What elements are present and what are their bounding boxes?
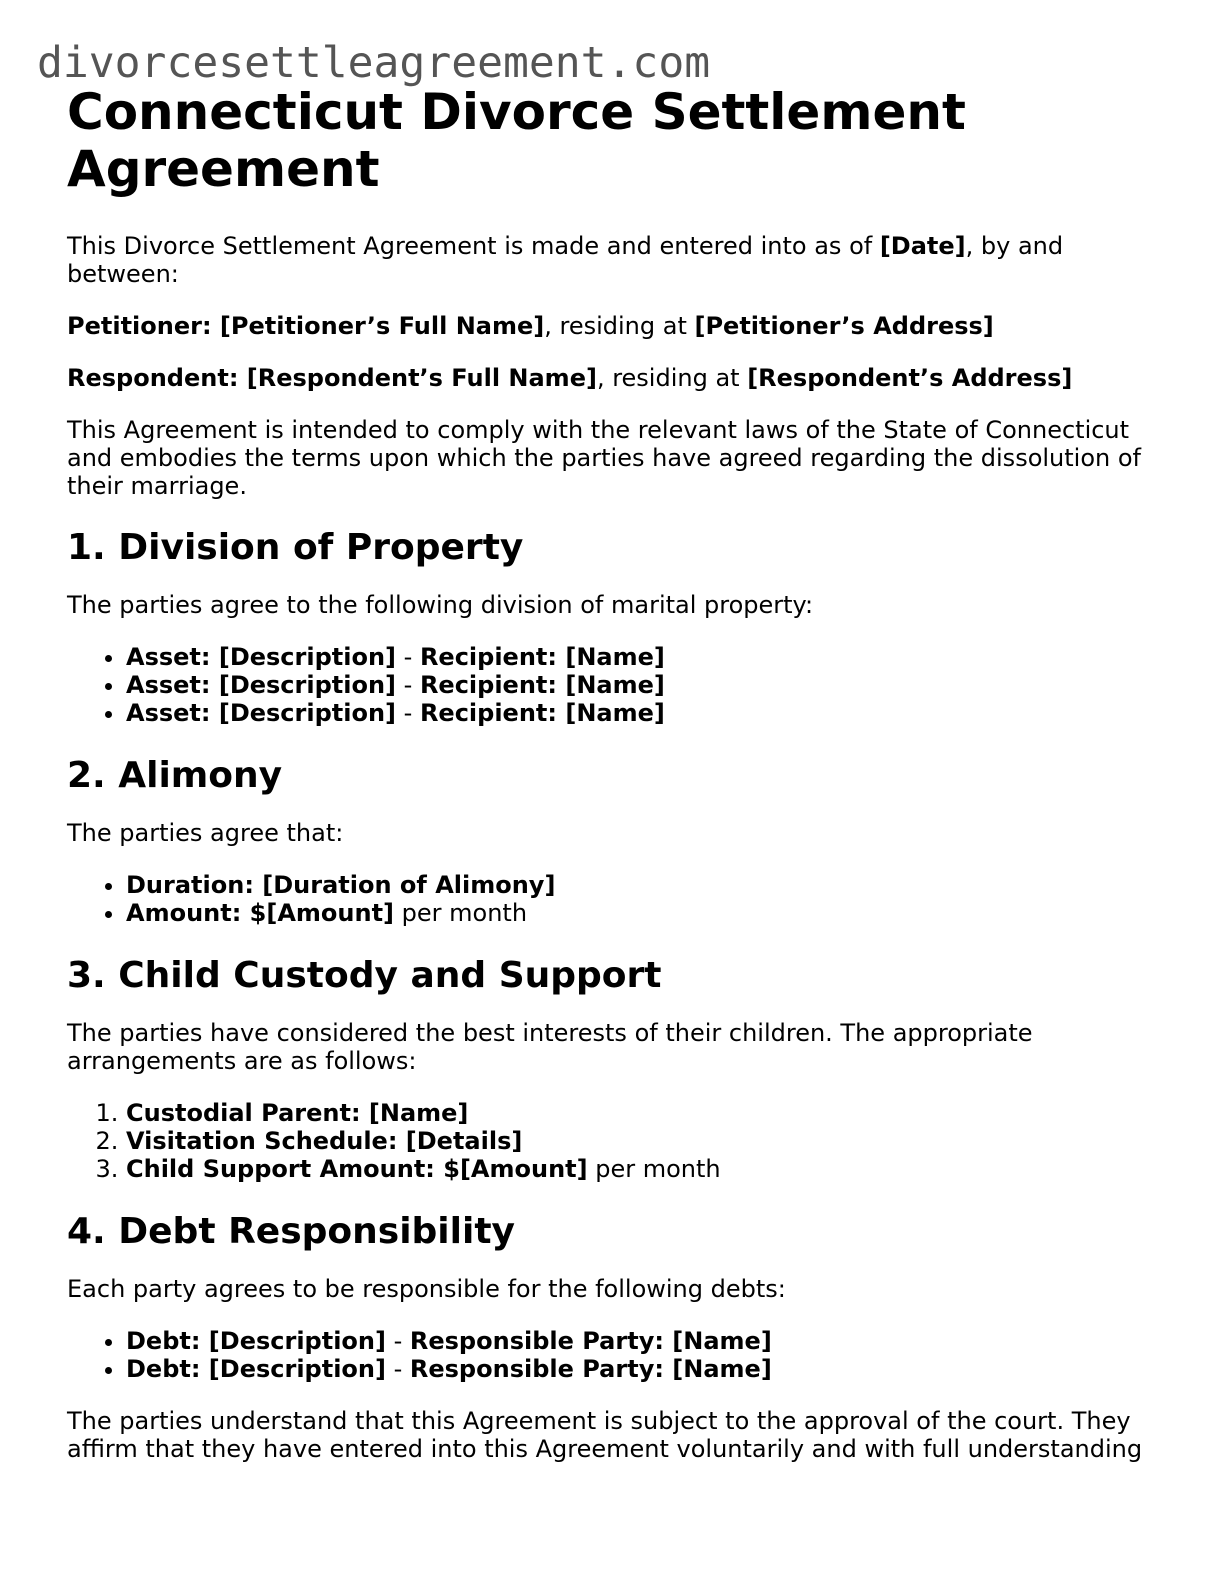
debt-label: Debt: [Description] bbox=[126, 1327, 386, 1355]
responsible-party: Responsible Party: [Name] bbox=[409, 1355, 772, 1383]
list-item bbox=[126, 899, 1147, 927]
alimony-duration: Duration: [Duration of Alimony] bbox=[126, 871, 556, 899]
asset-label: Asset: [Description] bbox=[126, 671, 397, 699]
visitation-schedule: Visitation Schedule: [Details] bbox=[126, 1127, 523, 1155]
list-item bbox=[126, 1327, 1147, 1355]
custodial-parent: Custodial Parent: [Name] bbox=[126, 1099, 469, 1127]
petitioner-residing: , residing at bbox=[544, 312, 695, 340]
separator: - bbox=[396, 671, 420, 699]
respondent-name: Respondent: [Respondent’s Full Name] bbox=[67, 364, 597, 392]
custody-list bbox=[67, 1099, 1147, 1183]
alimony-amount: Amount: $[Amount] bbox=[126, 899, 395, 927]
list-item bbox=[126, 1155, 1147, 1183]
child-support-amount: Child Support Amount: $[Amount] bbox=[126, 1155, 588, 1183]
alimony-list bbox=[67, 871, 1147, 927]
document-body bbox=[67, 84, 1147, 1463]
list-item bbox=[126, 643, 1147, 671]
recipient-label: Recipient: [Name] bbox=[419, 671, 665, 699]
separator: - bbox=[385, 1327, 410, 1355]
responsible-party: Responsible Party: [Name] bbox=[409, 1327, 772, 1355]
date-placeholder: [Date] bbox=[879, 232, 966, 260]
petitioner-name: Petitioner: [Petitioner’s Full Name] bbox=[67, 312, 545, 340]
section-heading-property: 1. Division of Property bbox=[67, 527, 524, 568]
alimony-amount-suffix: per month bbox=[394, 899, 528, 927]
asset-label: Asset: [Description] bbox=[126, 699, 397, 727]
intro-paragraph bbox=[67, 232, 1147, 288]
respondent-line bbox=[67, 364, 1147, 392]
section-heading-alimony: 2. Alimony bbox=[67, 755, 283, 796]
alimony-intro: The parties agree that: bbox=[67, 819, 344, 847]
property-intro: The parties agree to the following division of marital property: bbox=[67, 591, 814, 619]
list-item bbox=[126, 671, 1147, 699]
list-item bbox=[126, 871, 1147, 899]
separator: - bbox=[385, 1355, 410, 1383]
child-support-suffix: per month bbox=[587, 1155, 721, 1183]
list-item bbox=[126, 1099, 1147, 1127]
respondent-address: [Respondent’s Address] bbox=[747, 364, 1073, 392]
document-title: Connecticut Divorce Settlement Agreement bbox=[67, 83, 966, 198]
list-item bbox=[126, 1355, 1147, 1383]
respondent-residing: , residing at bbox=[596, 364, 748, 392]
purpose-paragraph: This Agreement is intended to comply with the relevant laws of the State of Connecticut and embodies the terms upon which the parties have agreed regarding the dissolution of their marriage. bbox=[67, 416, 1141, 500]
intro-suffix: , by and between: bbox=[67, 232, 1064, 288]
debt-list bbox=[67, 1327, 1147, 1383]
recipient-label: Recipient: [Name] bbox=[419, 699, 665, 727]
petitioner-line bbox=[67, 312, 1147, 340]
asset-label: Asset: [Description] bbox=[126, 643, 397, 671]
closing-paragraph: The parties understand that this Agreement is subject to the approval of the court. They affirm that they have entered into this Agreement voluntarily and with full understanding bbox=[67, 1407, 1143, 1463]
section-heading-debt: 4. Debt Responsibility bbox=[67, 1211, 515, 1252]
intro-prefix: This Divorce Settlement Agreement is made and entered into as of bbox=[67, 232, 880, 260]
property-list bbox=[67, 643, 1147, 727]
debt-label: Debt: [Description] bbox=[126, 1355, 386, 1383]
recipient-label: Recipient: [Name] bbox=[419, 643, 665, 671]
separator: - bbox=[396, 643, 420, 671]
petitioner-address: [Petitioner’s Address] bbox=[694, 312, 994, 340]
list-item bbox=[126, 1127, 1147, 1155]
debt-intro: Each party agrees to be responsible for the following debts: bbox=[67, 1275, 786, 1303]
custody-intro: The parties have considered the best interests of their children. The appropriate arrangements are as follows: bbox=[67, 1019, 1033, 1075]
separator: - bbox=[396, 699, 420, 727]
list-item bbox=[126, 699, 1147, 727]
section-heading-custody: 3. Child Custody and Support bbox=[67, 955, 662, 996]
watermark: divorcesettleagreement.com bbox=[37, 38, 711, 88]
